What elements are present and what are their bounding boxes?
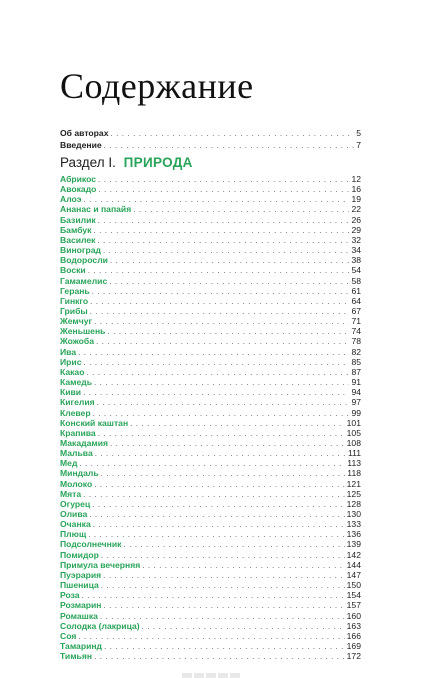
toc-entry-page-number: 147: [346, 569, 361, 580]
toc-entry-label: Гинкго: [60, 295, 89, 306]
toc-entry-label: Крапива: [60, 427, 96, 438]
toc-entry-label: Примула вечерняя: [60, 559, 141, 570]
toc-entry-label: Очанка: [60, 519, 91, 530]
toc-entry-label: Розмарин: [60, 600, 102, 611]
toc-entry-page-number: 38: [351, 255, 361, 266]
toc-entry-page-number: 78: [351, 336, 361, 347]
toc-entry-label: Пуэрария: [60, 569, 102, 580]
toc-entry-page-number: 136: [346, 529, 361, 540]
page-title: Содержание: [60, 66, 254, 106]
toc-entry-page-number: 29: [351, 224, 361, 235]
toc-entry-page-number: 166: [346, 630, 361, 641]
toc-entry-page-number: 34: [351, 245, 361, 256]
toc-entry-label: Огурец: [60, 498, 91, 509]
toc-entry-page-number: 91: [351, 377, 361, 387]
toc-entry-page-number: 144: [346, 559, 361, 570]
toc-entry-page-number: 94: [351, 387, 361, 398]
toc-entry-label: Абрикос: [60, 174, 97, 184]
toc-entry-label: Подсолнечник: [60, 539, 122, 550]
toc-entry-label: Алоэ: [60, 194, 82, 205]
toc-row-introduction[interactable]: [60, 140, 361, 151]
toc-entry-page-number: 118: [347, 468, 361, 479]
toc-entry-page-number: 157: [346, 600, 361, 611]
toc-entry-page-number: 54: [351, 265, 361, 276]
toc-entry-label: Грибы: [60, 306, 88, 316]
toc-entry-label: Солодка (лакрица): [60, 620, 140, 631]
toc-entry-page-number: 67: [351, 306, 361, 316]
toc-entry-label: Мальва: [60, 448, 93, 459]
toc-entry-label: Бамбук: [60, 224, 92, 235]
toc-entry-label: Роза: [60, 590, 80, 601]
toc-entry-page-number: 160: [346, 610, 361, 621]
toc-entry-page-number: 19: [351, 194, 361, 205]
toc-entry-label: Киви: [60, 387, 82, 398]
toc-entry-label: Конский каштан: [60, 417, 129, 428]
toc-entry-label: Ананас и папайя: [60, 204, 132, 215]
toc-page-number: 5: [356, 128, 361, 138]
toc-entry-page-number: 128: [346, 498, 361, 509]
toc-entry-label: Мед: [60, 458, 78, 469]
section-prefix: Раздел I.: [60, 155, 116, 170]
leader-dots: [110, 129, 354, 139]
toc-entry-label: Ирис: [60, 356, 82, 367]
toc-entry-label: Тимьян: [60, 651, 93, 661]
toc-entry-page-number: 61: [351, 285, 361, 296]
toc-entry-page-number: 130: [346, 508, 361, 519]
toc-entry-page-number: 87: [351, 366, 361, 377]
toc-entry-page-number: 101: [346, 417, 361, 428]
toc-entry-label: Василек: [60, 234, 96, 245]
toc-entry-label: Водоросли: [60, 255, 108, 266]
toc-row-authors[interactable]: [60, 128, 361, 139]
toc-entry-label: Тамаринд: [60, 640, 103, 651]
toc-entry-page-number: 125: [346, 488, 361, 499]
toc-entry-page-number: 32: [351, 234, 361, 245]
toc-entry-page-number: 22: [351, 204, 361, 215]
toc-entry-page-number: 139: [346, 539, 361, 550]
toc-entry-page-number: 74: [351, 326, 361, 337]
toc-entry-label: Олива: [60, 508, 88, 519]
toc-entry-label: Гамамелис: [60, 275, 108, 286]
toc-entry-label: Виноград: [60, 245, 101, 256]
toc-page-number: 7: [356, 140, 361, 150]
toc-entry-label: Жожоба: [60, 336, 95, 347]
toc-entry-page-number: 154: [346, 590, 361, 601]
leader-dots: [104, 141, 355, 151]
leader-dots: [94, 652, 345, 662]
toc-entry-page-number: 58: [351, 275, 361, 286]
toc-entry-label: Воски: [60, 265, 86, 276]
toc-entry-label: Ромашка: [60, 610, 98, 621]
toc-entry-label: Авокадо: [60, 184, 97, 195]
toc-entry-label: Плющ: [60, 529, 87, 540]
toc-entry-label: Мята: [60, 488, 82, 499]
toc-entry-page-number: 16: [351, 184, 361, 195]
toc-entry-page-number: 121: [346, 478, 361, 489]
toc-entry-page-number: 99: [351, 407, 361, 418]
toc-entry-page-number: 64: [351, 295, 361, 306]
toc-entry-label: Соя: [60, 630, 77, 641]
cropped-next-page-text: [182, 667, 256, 678]
toc-entry[interactable]: [60, 651, 361, 662]
toc-entry-page-number: 163: [346, 620, 361, 631]
toc-entry-page-number: 82: [351, 346, 361, 357]
toc-entry-label: Жемчуг: [60, 316, 93, 327]
toc-entry-label: Герань: [60, 285, 90, 296]
toc-entry-label: Клевер: [60, 407, 91, 418]
toc-entry-label: Помидор: [60, 549, 99, 560]
toc-entry-page-number: 12: [351, 174, 361, 184]
toc-entry-page-number: 97: [351, 397, 361, 408]
toc-entry-page-number: 105: [346, 427, 361, 438]
toc-entry-page-number: 150: [346, 580, 361, 590]
toc-entry-label: Миндаль: [60, 468, 99, 479]
toc-entry-page-number: 133: [346, 519, 361, 530]
section-title: ПРИРОДА: [123, 155, 193, 170]
toc-entry-page-number: 71: [351, 316, 361, 327]
toc-entry-page-number: 142: [346, 549, 361, 560]
toc-entry-page-number: 85: [351, 356, 361, 367]
toc-entry-label: Пшеница: [60, 580, 99, 590]
toc-entry-page-number: 172: [346, 651, 361, 661]
toc-entry-label: Камедь: [60, 377, 93, 387]
toc-entry-label: Какао: [60, 366, 85, 377]
toc-entry-label: Женьшень: [60, 326, 106, 337]
toc-entry-label: Молоко: [60, 478, 93, 489]
section-heading: [60, 155, 193, 171]
toc-entry-page-number: 169: [346, 640, 361, 651]
toc-entry-label: Макадамия: [60, 437, 109, 448]
toc-label: Введение: [60, 140, 102, 150]
toc-entry-page-number: 26: [351, 214, 361, 225]
toc-entry-page-number: 111: [347, 448, 361, 459]
toc-entry-label: Базилик: [60, 214, 96, 225]
toc-entry-label: Ива: [60, 346, 77, 357]
toc-label: Об авторах: [60, 128, 109, 138]
toc-entry-page-number: 113: [347, 458, 361, 469]
toc-entry-label: Кигелия: [60, 397, 95, 408]
toc-entry-page-number: 108: [346, 437, 361, 448]
